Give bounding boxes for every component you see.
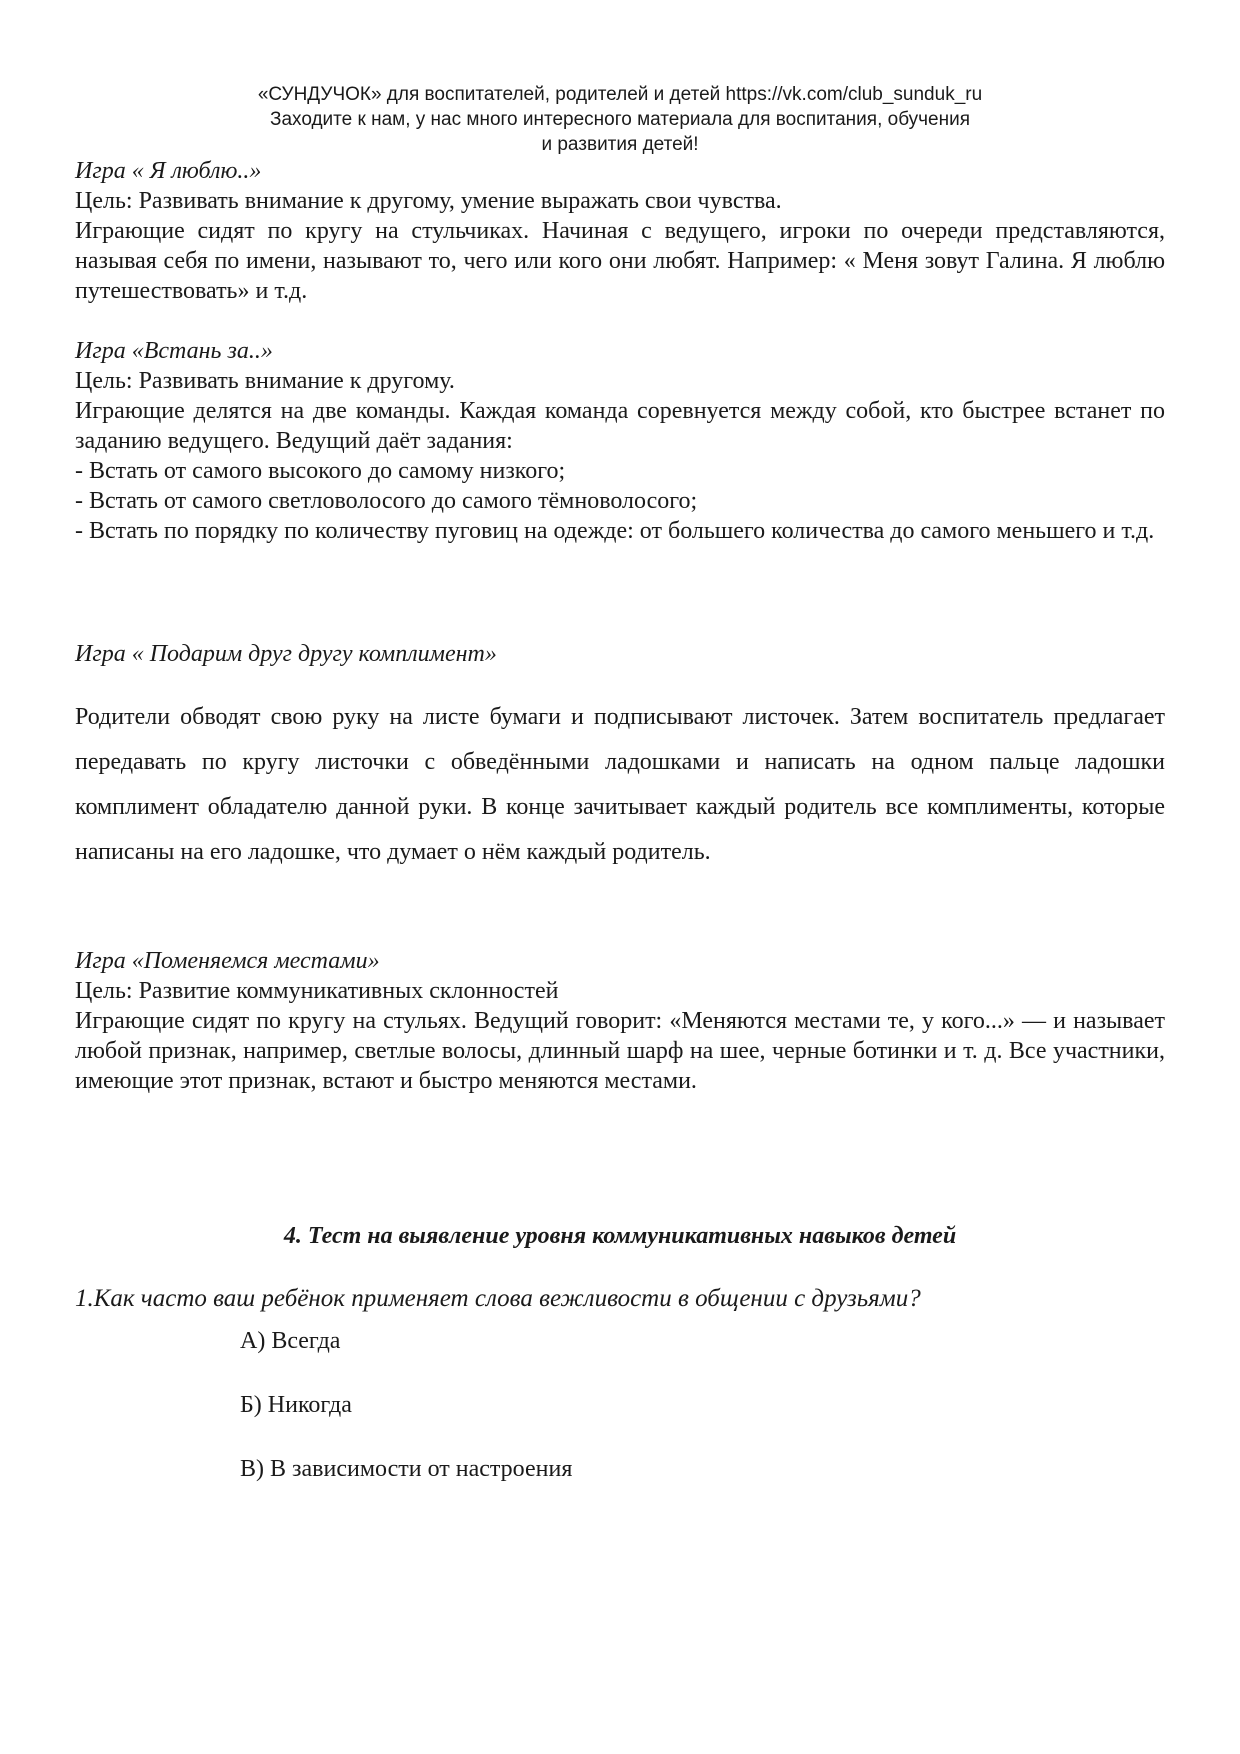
game2-title: Игра «Встань за..» (75, 338, 273, 364)
header-line-1: «СУНДУЧОК» для воспитателей, родителей и детей https://vk.com/club_sunduk_ru (257, 84, 983, 105)
game2-item: - Встать от самого высокого до самому низкого; (75, 458, 566, 484)
answer-option-a: А) Всегда (240, 1328, 341, 1354)
page-header (0, 82, 1240, 157)
header-line-2: Заходите к нам, у нас много интересного материала для воспитания, обучения (269, 109, 971, 130)
game4-section (75, 946, 1165, 1096)
question-text: 1.Как часто ваш ребёнок применяет слова вежливости в общении с друзьями? (75, 1285, 921, 1312)
game3-title: Игра « Подарим друг другу комплимент» (75, 641, 497, 667)
header-line-3: и развития детей! (541, 134, 699, 155)
game1-goal: Цель: Развивать внимание к другому, умение выражать свои чувства. (75, 188, 782, 214)
game2-section (75, 336, 1165, 546)
game1-section (75, 156, 1165, 306)
game1-text: Играющие сидят по кругу на стульчиках. Начиная с ведущего, игроки по очереди представляются, называя себя по имени, называют то, чего или кого они любят. Например: « Меня зовут Галина. Я люблю путешествовать» и т.д. (75, 218, 1165, 304)
answer-option-c: В) В зависимости от настроения (240, 1456, 573, 1482)
game2-item: - Встать от самого светловолосого до самого тёмноволосого; (75, 488, 698, 514)
game3-section (75, 639, 1165, 669)
game3-text: Родители обводят свою руку на листе бумаги и подписывают листочек. Затем воспитатель предлагает передавать по кругу листочки с обведёнными ладошками и написать на одном пальце ладошки комплимент обладателю данной руки. В конце зачитывает каждый родитель все комплименты, которые написаны на его ладошке, что думает о нём каждый родитель. (75, 704, 1165, 865)
answer-option-b: Б) Никогда (240, 1392, 352, 1418)
game1-title: Игра « Я люблю..» (75, 158, 262, 184)
game3-body (75, 695, 1165, 875)
game2-text: Играющие делятся на две команды. Каждая команда соревнуется между собой, кто быстрее встанет по заданию ведущего. Ведущий даёт задания: (75, 398, 1165, 454)
game4-text: Играющие сидят по кругу на стульях. Ведущий говорит: «Меняются местами те, у кого...» — и называет любой признак, например, светлые волосы, длинный шарф на шее, черные ботинки и т. д. Все участники, имеющие этот признак, встают и быстро меняются местами. (75, 1008, 1165, 1094)
game4-title: Игра «Поменяемся местами» (75, 948, 380, 974)
game4-goal: Цель: Развитие коммуникативных склонностей (75, 978, 559, 1004)
game2-item: - Встать по порядку по количеству пуговиц на одежде: от большего количества до самого меньшего и т.д. (75, 518, 1155, 544)
section-number: 4. (283, 1223, 302, 1249)
section-title: Тест на выявление уровня коммуникативных навыков детей (301, 1223, 957, 1249)
game2-goal: Цель: Развивать внимание к другому. (75, 368, 455, 394)
section-heading (75, 1221, 1165, 1251)
